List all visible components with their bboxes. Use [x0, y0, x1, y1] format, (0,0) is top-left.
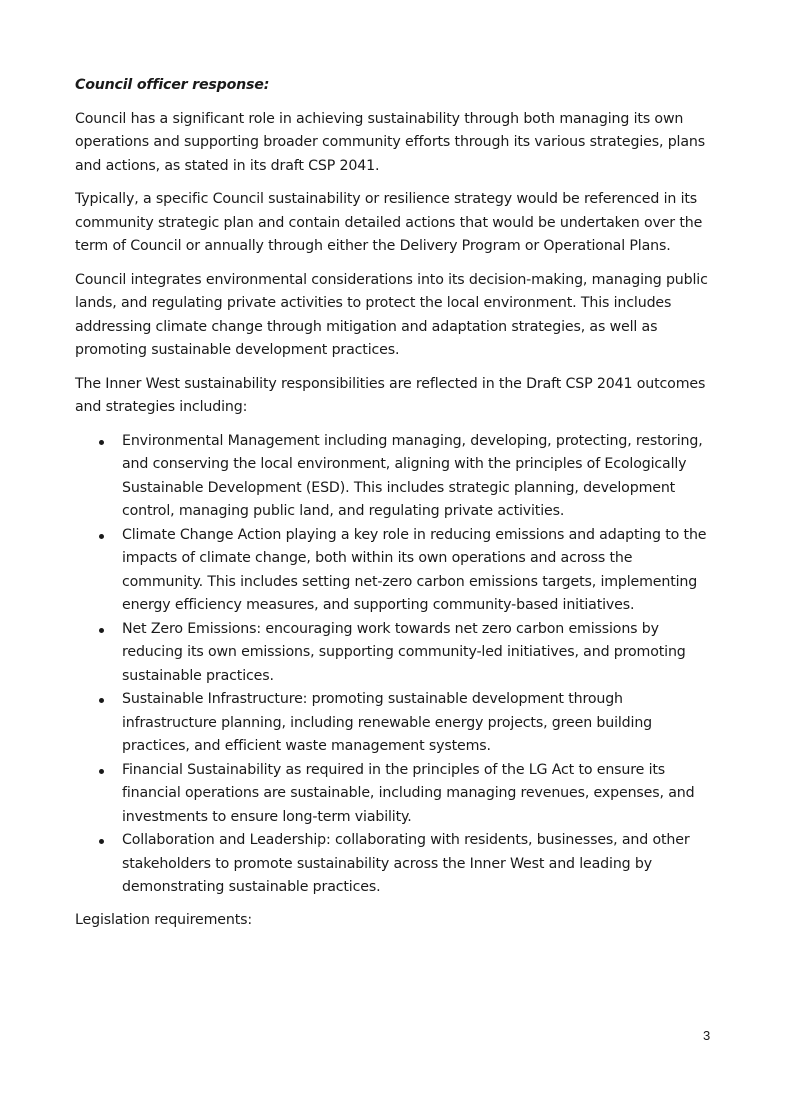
bullet-item-environmental-management	[75, 430, 715, 524]
paragraph-environment: Council integrates environmental considerations into its decision-making, managing public lands, and regulating private activities to protect the local environment. This includes addressing climate change through mitigation and adaptation strategies, as well as promoting sustainable development practices.	[75, 271, 708, 358]
bullet-text: Climate Change Action playing a key role in reducing emissions and adapting to the impacts of climate change, both within its own operations and across the community. This includes setting net-zero carbon emissions targets, implementing energy efficiency measures, and supporting community-based initiatives.	[122, 526, 707, 613]
bullet-text: Net Zero Emissions: encouraging work towards net zero carbon emissions by reducing its own emissions, supporting community-led initiatives, and promoting sustainable practices.	[122, 620, 686, 684]
bullet-dot-icon	[99, 769, 104, 774]
bullet-text: Sustainable Infrastructure: promoting sustainable development through infrastructure planning, including renewable energy projects, green building practices, and efficient waste management systems.	[122, 691, 653, 754]
bullet-text: Environmental Management including managing, developing, protecting, restoring, and conserving the local environment, aligning with the principles of Ecologically Sustainable Development (ESD). This includes strategic planning, development control, managing public land, and regulating private activities.	[122, 432, 703, 519]
bullet-text: Financial Sustainability as required in the principles of the LG Act to ensure its financial operations are sustainable, including managing revenues, expenses, and investments to ensure long-term viability.	[122, 761, 695, 825]
bullet-item-net-zero-emissions	[75, 618, 715, 689]
bullet-dot-icon	[99, 839, 104, 844]
outcomes-bullet-list	[75, 430, 715, 900]
bullet-dot-icon	[99, 534, 104, 539]
document-body	[75, 74, 715, 942]
paragraph-strategy: Typically, a specific Council sustainability or resilience strategy would be referenced in its community strategic plan and contain detailed actions that would be undertaken over the term of Council or annually through either the Delivery Program or Operational Plans.	[75, 191, 703, 254]
bullet-dot-icon	[99, 698, 104, 703]
bullet-text: Collaboration and Leadership: collaborating with residents, businesses, and other stakeholders to promote sustainability across the Inner West and leading by demonstrating sustainable practices.	[122, 832, 690, 895]
bullet-item-collaboration-leadership	[75, 829, 715, 900]
legislation-requirements-label: Legislation requirements:	[75, 911, 253, 928]
bullet-item-sustainable-infrastructure	[75, 688, 715, 759]
section-heading: Council officer response:	[75, 77, 270, 93]
bullet-item-financial-sustainability	[75, 759, 715, 830]
bullet-dot-icon	[99, 628, 104, 633]
bullet-item-climate-change-action	[75, 524, 715, 618]
page-number: 3	[703, 1028, 711, 1043]
bullet-dot-icon	[99, 440, 104, 445]
paragraph-outcomes: The Inner West sustainability responsibilities are reflected in the Draft CSP 2041 outcomes and strategies including:	[75, 375, 706, 415]
paragraph-intro: Council has a significant role in achieving sustainability through both managing its own operations and supporting broader community efforts through its various strategies, plans and actions, as stated in its draft CSP 2041.	[75, 110, 705, 174]
